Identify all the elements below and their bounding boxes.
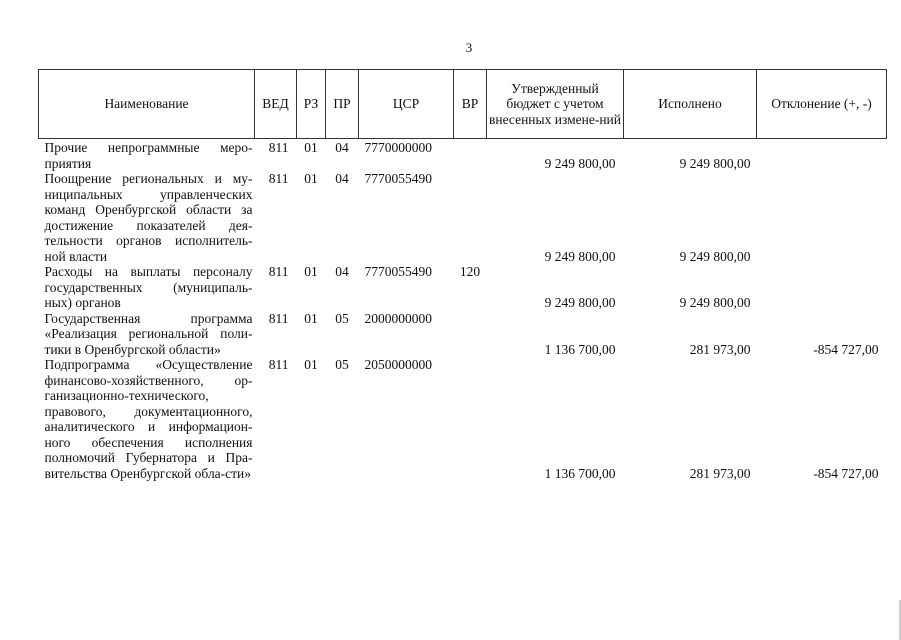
row-pr: 04 [335, 264, 349, 279]
row-ved: 811 [268, 310, 289, 326]
row-executed: 9 249 800,00 [679, 155, 751, 171]
row-rz: 01 [304, 264, 318, 279]
row-name: Прочие непрограммные меро-приятия [44, 140, 253, 171]
header-deviation: Отклонение (+, -) [757, 70, 887, 139]
row-ved: 811 [268, 357, 289, 372]
row-csr: 2000000000 [364, 310, 432, 326]
table-row [39, 264, 887, 311]
row-deviation [757, 139, 887, 172]
row-csr: 7770055490 [364, 264, 432, 279]
row-ved: 811 [268, 171, 289, 186]
row-name: Расходы на выплаты персоналу государственных (муниципаль-ных) органов [44, 264, 253, 310]
row-deviation [757, 264, 887, 311]
row-name: Государственная программа «Реализация региональной поли-тики в Оренбургской области» [44, 310, 253, 357]
row-name: Поощрение региональных и му-ниципальных управленческих команд Оренбургской области за достижение показателей дея-тельности органов исполнитель-ной власти [44, 171, 253, 264]
row-approved: 9 249 800,00 [544, 248, 616, 264]
row-pr: 05 [335, 310, 349, 326]
row-ved: 811 [268, 140, 289, 155]
row-vr [454, 311, 487, 358]
page-number: 3 [465, 40, 473, 55]
row-csr: 7770055490 [364, 171, 432, 186]
header-csr: ЦСР [359, 70, 454, 139]
row-approved: 1 136 700,00 [544, 465, 616, 481]
row-approved: 9 249 800,00 [544, 295, 616, 310]
row-rz: 01 [304, 140, 318, 155]
table-header-row [39, 70, 887, 139]
row-pr: 05 [335, 357, 349, 372]
header-rz: РЗ [297, 70, 326, 139]
row-deviation [757, 171, 887, 264]
header-name: Наименование [39, 70, 255, 139]
row-ved: 811 [268, 264, 289, 279]
budget-table [38, 69, 887, 481]
row-executed: 9 249 800,00 [679, 248, 751, 264]
row-vr [454, 139, 487, 172]
row-executed: 281 973,00 [689, 465, 751, 481]
row-rz: 01 [304, 357, 318, 372]
row-rz: 01 [304, 171, 318, 186]
row-deviation: -854 727,00 [813, 465, 879, 481]
row-vr [454, 357, 487, 481]
row-executed: 281 973,00 [689, 341, 751, 357]
header-vr: ВР [454, 70, 487, 139]
row-deviation: -854 727,00 [813, 341, 879, 357]
table-row [39, 311, 887, 358]
row-vr [454, 171, 487, 264]
header-executed: Исполнено [624, 70, 757, 139]
row-name: Подпрограмма «Осуществление финансово-хозяйственного, ор-ганизационно-технического, правового, документационного, аналитического и информацион-ного обеспечения исполнения полномочий Губернатора и Пра-вительства Оренбургской обла-сти» [44, 357, 253, 481]
header-approved: Утвержденный бюджет с учетом внесенных измене-ний [487, 70, 624, 139]
row-executed: 9 249 800,00 [679, 295, 751, 310]
table-row [39, 171, 887, 264]
header-pr: ПР [326, 70, 359, 139]
header-ved: ВЕД [255, 70, 297, 139]
row-csr: 7770000000 [364, 140, 432, 155]
row-rz: 01 [304, 310, 318, 326]
row-pr: 04 [335, 140, 349, 155]
row-pr: 04 [335, 171, 349, 186]
row-vr: 120 [459, 264, 481, 279]
table-row [39, 139, 887, 172]
row-approved: 9 249 800,00 [544, 155, 616, 171]
row-approved: 1 136 700,00 [544, 341, 616, 357]
row-csr: 2050000000 [364, 357, 432, 372]
table-row [39, 357, 887, 481]
